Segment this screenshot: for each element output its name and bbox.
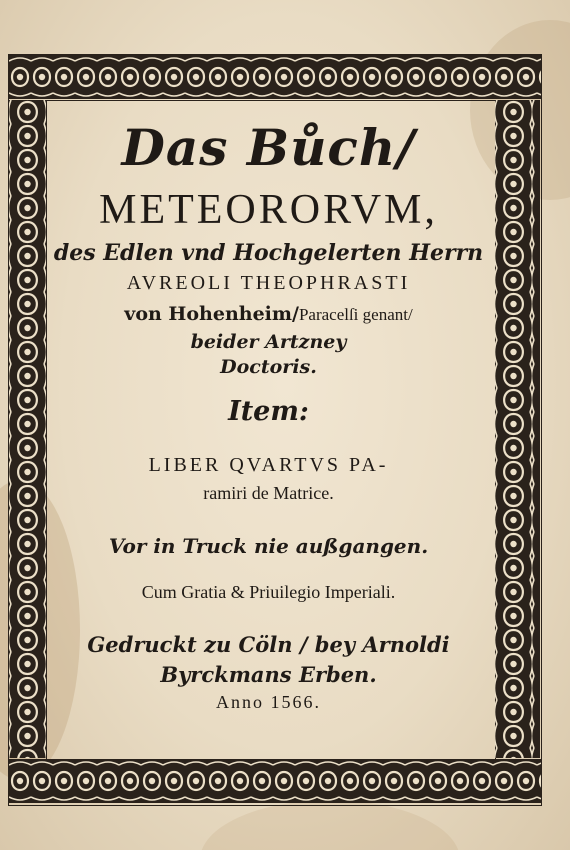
first-print-note: Vor in Truck nie außgangen. [108,534,429,558]
printer-line: Byrckmans Erben. [160,662,377,687]
privilege-note: Cum Gratia & Priuilegio Imperiali. [141,582,396,602]
author-epithet: des Edlen vnd Hochgelerten Herrn [53,240,484,266]
book-title: Das Bůch/ [121,118,416,177]
author-surname-line [46,303,491,325]
meteororum-heading: METEORORVM, [99,187,438,233]
author-degree-line: beider Artzney [190,331,347,353]
paracelsi-text: Paracelſi genant/ [298,305,413,324]
item-heading: Item: [228,396,309,427]
year-line: Anno 1566. [216,692,321,712]
ornamental-border-top [9,55,541,99]
author-name: AVREOLI THEOPHRASTI [126,272,411,294]
ornamental-border-bottom [9,759,541,803]
paper-stain [200,800,460,850]
liber-heading: LIBER QVARTVS PA- [148,454,389,476]
ornamental-border-right [495,100,540,758]
author-degree-end: Doctoris. [220,356,317,378]
ornamental-border-left [9,100,46,758]
hohenheim-text: von Hohenheim/ [124,303,299,325]
liber-subtitle: ramiri de Matrice. [203,483,334,503]
imprint-line: Gedruckt zu Cöln / bey Arnoldi [87,632,450,657]
title-text-block [46,102,491,756]
